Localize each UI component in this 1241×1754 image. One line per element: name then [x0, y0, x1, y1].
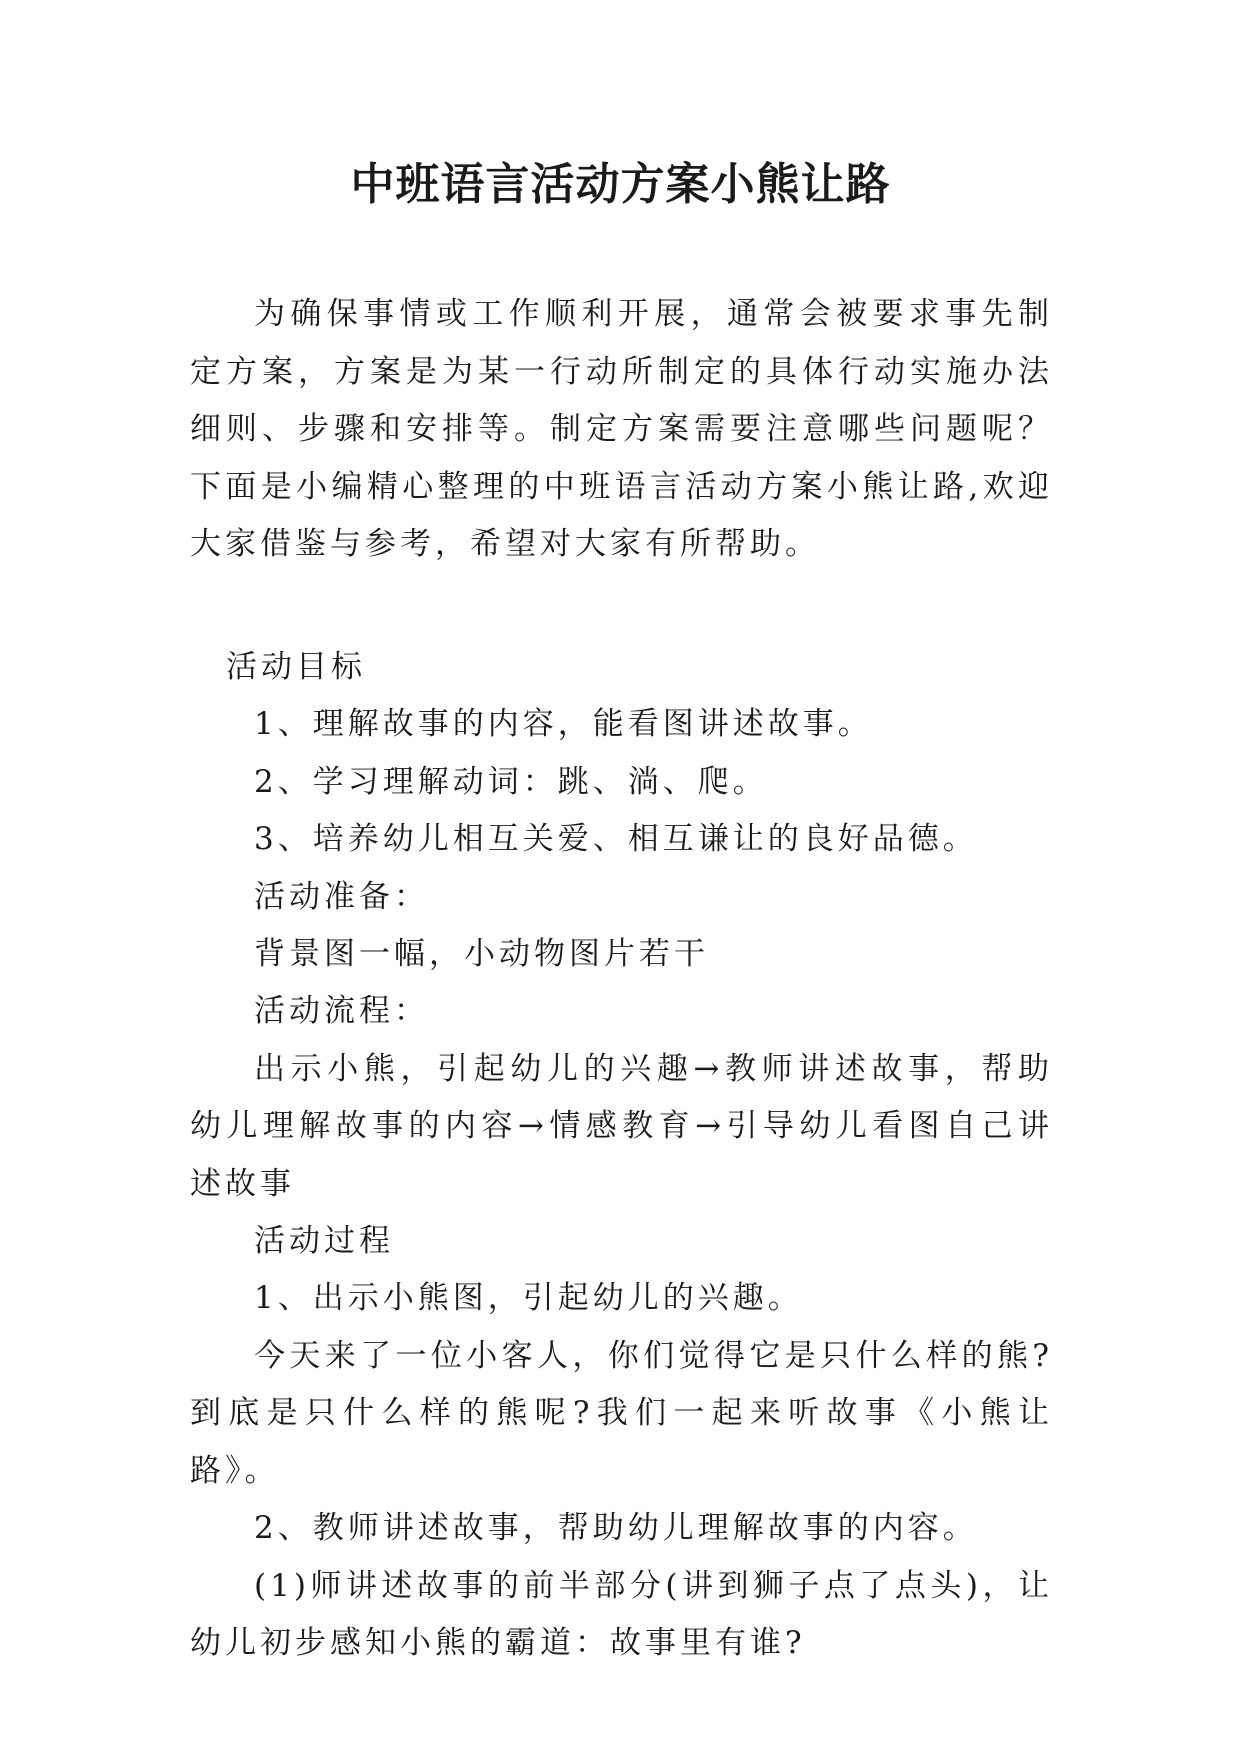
goal-item-1: 1、理解故事的内容，能看图讲述故事。	[254, 706, 873, 743]
flow-paragraph: 出示小熊，引起幼儿的兴趣→教师讲述故事，帮助幼儿理解故事的内容→情感教育→引导幼儿看图自己讲述故事	[190, 1050, 1053, 1202]
document-body	[190, 639, 1053, 1672]
prep-paragraph: 背景图一幅，小动物图片若干	[254, 936, 709, 973]
process-step-2-1-paragraph: (1)师讲述故事的前半部分(讲到狮子点了点头)，让幼儿初步感知小熊的霸道：故事里有谁?	[190, 1567, 1053, 1661]
goal-item-2: 2、学习理解动词：跳、淌、爬。	[254, 763, 768, 800]
process-step-2: 2、教师讲述故事，帮助幼儿理解故事的内容。	[254, 1510, 978, 1547]
prep-heading: 活动准备：	[254, 878, 429, 915]
goals-heading: 活动目标	[226, 649, 366, 685]
process-heading: 活动过程	[254, 1223, 394, 1260]
goal-item-3: 3、培养幼儿相互关爱、相互谦让的良好品德。	[254, 821, 978, 858]
process-step-1-paragraph: 今天来了一位小客人，你们觉得它是只什么样的熊?到底是只什么样的熊呢?我们一起来听故事《小熊让路》。	[190, 1337, 1053, 1489]
process-step-1: 1、出示小熊图，引起幼儿的兴趣。	[254, 1280, 803, 1317]
flow-heading: 活动流程：	[254, 993, 429, 1030]
document-title: 中班语言活动方案小熊让路	[350, 159, 891, 210]
intro-paragraph: 为确保事情或工作顺利开展，通常会被要求事先制定方案，方案是为某一行动所制定的具体行动实施办法细则、步骤和安排等。制定方案需要注意哪些问题呢？下面是小编精心整理的中班语言活动方案小熊让路,欢迎大家借鉴与参考，希望对大家有所帮助。	[190, 296, 1053, 562]
